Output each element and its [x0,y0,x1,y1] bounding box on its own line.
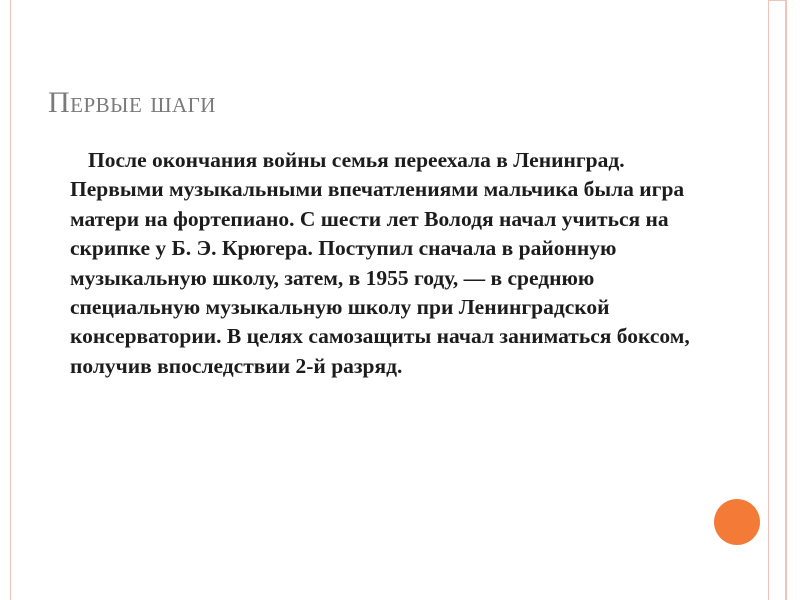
frame-line-left [10,0,11,600]
frame-line-top-right [769,0,785,1]
frame-line-right-outer [785,0,787,600]
decorative-circle-icon [714,499,760,545]
slide-title: Первые шаги [48,86,216,119]
frame-line-right-inner [768,0,769,600]
slide-body-text: После окончания войны семья переехала в Ленинград. Первыми музыкальными впечатлениями мальчика была игра матери на фортепиано. С шести лет Володя начал учиться на скрипке у Б. Э. Крюгера. Поступил сначала в районную музыкальную школу, затем, в 1955 году, — в среднюю специальную музыкальную школу при Ленинградской консерватории. В целях самозащиты начал заниматься боксом, получив впоследствии 2-й разряд. [70,148,690,378]
